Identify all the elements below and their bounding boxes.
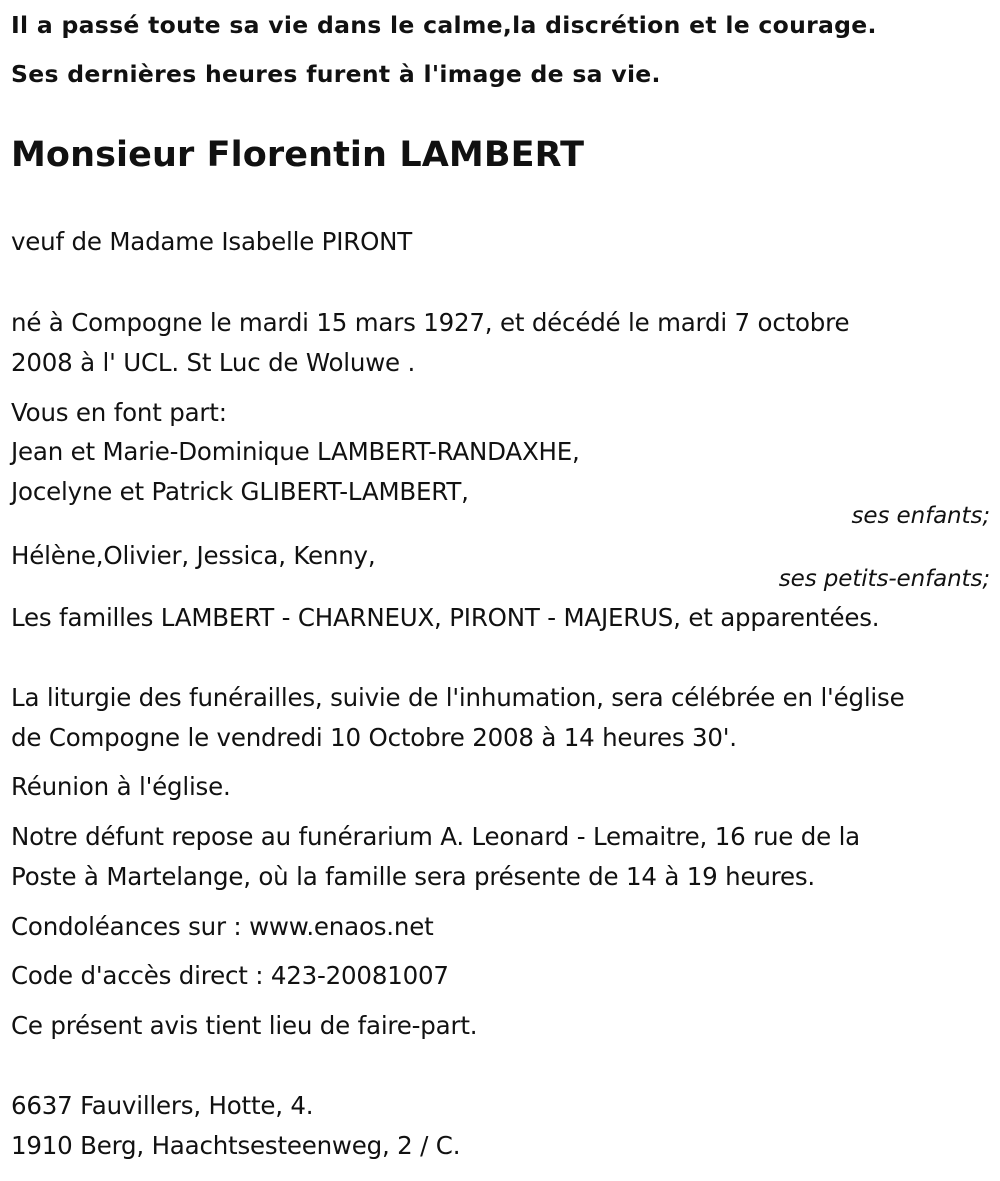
- relatives-line: Les familles LAMBERT - CHARNEUX, PIRONT - MAJERUS, et apparentées.: [11, 603, 880, 632]
- birth-death-line-1: né à Compogne le mardi 15 mars 1927, et décédé le mardi 7 octobre: [11, 308, 850, 337]
- child-line-1: Jean et Marie-Dominique LAMBERT-RANDAXHE,: [11, 437, 580, 466]
- spouse-line: veuf de Madame Isabelle PIRONT: [11, 227, 413, 256]
- birth-death-line-2: 2008 à l' UCL. St Luc de Woluwe .: [11, 348, 416, 377]
- funeral-home-line-1: Notre défunt repose au funérarium A. Leonard - Lemaitre, 16 rue de la: [11, 822, 860, 851]
- ceremony-line-2: de Compogne le vendredi 10 Octobre 2008 à 14 heures 30'.: [11, 723, 737, 752]
- notice-line: Ce présent avis tient lieu de faire-part.: [11, 1011, 478, 1040]
- access-code-line: Code d'accès direct : 423-20081007: [11, 961, 449, 990]
- address-line-1: 6637 Fauvillers, Hotte, 4.: [11, 1091, 314, 1120]
- children-role: ses enfants;: [851, 503, 990, 529]
- address-line-2: 1910 Berg, Haachtsesteenweg, 2 / C.: [11, 1131, 461, 1160]
- grandchildren-line: Hélène,Olivier, Jessica, Kenny,: [11, 541, 376, 570]
- funeral-home-line-2: Poste à Martelange, où la famille sera présente de 14 à 19 heures.: [11, 862, 816, 891]
- deceased-name: Monsieur Florentin LAMBERT: [11, 135, 585, 175]
- meeting-line: Réunion à l'église.: [11, 772, 231, 801]
- grandchildren-role: ses petits-enfants;: [778, 566, 990, 592]
- ceremony-line-1: La liturgie des funérailles, suivie de l'inhumation, sera célébrée en l'église: [11, 683, 905, 712]
- intro-line-1: Il a passé toute sa vie dans le calme,la discrétion et le courage.: [11, 11, 877, 39]
- condolences-line: Condoléances sur : www.enaos.net: [11, 912, 434, 941]
- child-line-2: Jocelyne et Patrick GLIBERT-LAMBERT,: [11, 477, 469, 506]
- intro-line-2: Ses dernières heures furent à l'image de sa vie.: [11, 60, 661, 88]
- family-intro: Vous en font part:: [11, 398, 227, 427]
